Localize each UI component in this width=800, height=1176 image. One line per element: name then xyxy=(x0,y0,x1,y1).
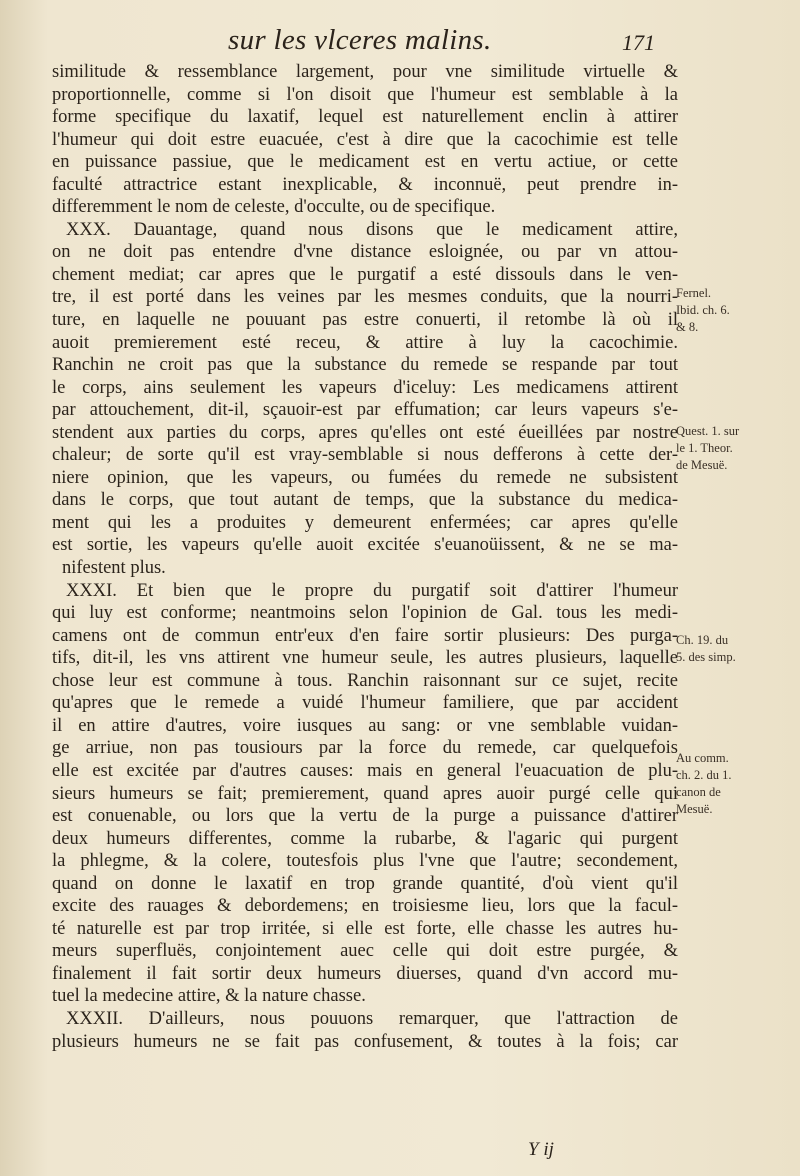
text-line: l'humeur qui doit estre euacuée, c'est à dire que la cacochimie est telle xyxy=(52,129,678,150)
text-line: finalement il fait sortir deux humeurs diuerses, quand d'vn accord mu- xyxy=(52,963,678,984)
text-line: la phlegme, & la colere, toutesfois plus l'vne que l'autre; secondement, xyxy=(52,851,678,872)
text-line: qu'apres que le remede a vuidé l'humeur familiere, que par accident xyxy=(52,693,678,714)
text-line: meurs superfluës, conjointement auec celle qui doit estre purgée, & xyxy=(52,941,678,962)
text-line: chose leur est commune à tous. Ranchin raisonnant sur ce sujet, recite xyxy=(52,670,678,691)
text-line: le corps, ains seulement les vapeurs d'iceluy: Les medicamens attirent xyxy=(52,377,678,398)
text-line: tifs, dit-il, les vns attirent vne humeur seule, les autres plusieurs, laquelle xyxy=(52,648,678,669)
text-line: ture, en laquelle ne pouuant pas estre conuerti, il retombe là où il xyxy=(52,310,678,331)
margin-note-comm: Au comm. ch. 2. du 1. canon de Mesuë. xyxy=(676,751,732,816)
running-title: sur les vlceres malins. xyxy=(228,24,492,56)
margin-note-fernel: Fernel. Ibid. ch. 6. & 8. xyxy=(676,286,730,334)
text-line: on ne doit pas entendre d'vne distance esloignée, ou par vn attou- xyxy=(52,242,678,263)
margin-note-quest: Quest. 1. sur le 1. Theor. de Mesuë. xyxy=(676,424,740,472)
text-line: qui luy est conforme; neantmoins selon l'opinion de Gal. tous les medi- xyxy=(52,603,678,624)
text-line: tuel la medecine attire, & la nature chasse. xyxy=(52,986,366,1007)
text-line: deux humeurs differentes, comme la rubarbe, & l'agaric qui purgent xyxy=(52,828,678,849)
text-line: differemment le nom de celeste, d'occulte, ou de specifique. xyxy=(52,197,496,218)
text-line: est conuenable, ou lors que la vertu de la purge a puissance d'attirer xyxy=(52,806,678,827)
text-line: tre, il est porté dans les veines par les mesmes conduits, que la nourri- xyxy=(52,287,678,308)
text-line: il en attire d'autres, voire iusques au sang: or vne semblable vuidan- xyxy=(52,715,678,736)
text-line: nifestent plus. xyxy=(62,558,166,579)
text-line: niere opinion, que les vapeurs, ou fumées du remede ne subsistent xyxy=(52,467,678,488)
text-line: ment qui les a produites y demeurent enfermées; car apres qu'elle xyxy=(52,512,678,533)
page-header xyxy=(0,18,800,58)
text-line: en puissance passiue, que le medicament est en vertu actiue, or cette xyxy=(52,152,678,173)
text-line: quand on donne le laxatif en trop grande quantité, d'où vient qu'il xyxy=(52,873,678,894)
body-text xyxy=(52,61,678,1053)
paragraph-start-line: XXXI. Et bien que le propre du purgatif soit d'attirer l'humeur xyxy=(66,580,678,601)
text-line: sieurs humeurs se fait; premierement, quand apres auoir purgé celle qui xyxy=(52,783,678,804)
text-line: proportionnelle, comme si l'on disoit que l'humeur est semblable à la xyxy=(52,84,678,105)
page-number: 171 xyxy=(622,30,655,55)
text-line: faculté attractrice estant inexplicable, & inconnuë, peut prendre in- xyxy=(52,174,678,195)
text-line: elle est excitée par d'autres causes: mais en general l'euacuation de plu- xyxy=(52,760,678,781)
text-line: Ranchin ne croit pas que la substance du remede se respande par tout xyxy=(52,355,678,376)
text-line: stendent aux parties du corps, apres qu'elles ont esté éueillées par nostre xyxy=(52,422,678,443)
text-line: ge arriue, non pas tousiours par la force du remede, car quelquefois xyxy=(52,738,678,759)
text-line: excite des rauages & debordemens; en troisiesme lieu, lors que la facul- xyxy=(52,896,678,917)
text-line: plusieurs humeurs ne se fait pas confusement, & toutes à la fois; car xyxy=(52,1031,678,1052)
margin-note-chapter: Ch. 19. du 5. des simp. xyxy=(676,633,736,664)
text-line: forme specifique du laxatif, lequel est naturellement enclin à attirer xyxy=(52,107,678,128)
text-line: té naturelle est par trop irritée, si elle est forte, elle chasse les autres hu- xyxy=(52,918,678,939)
paragraph-start-line: XXXII. D'ailleurs, nous pouuons remarquer, que l'attraction de xyxy=(66,1008,678,1029)
text-line: similitude & ressemblance largement, pour vne similitude virtuelle & xyxy=(52,62,678,82)
text-line: chement mediat; car apres que le purgatif a esté dissouls dans le ven- xyxy=(52,264,678,285)
text-line: est sortie, les vapeurs qu'elle auoit excitée s'euanoüissent, & ne se ma- xyxy=(52,535,678,556)
signature-mark: Y ij xyxy=(528,1139,554,1160)
text-line: chaleur; de sorte qu'il est vray-semblable si nous defferons à cette der- xyxy=(52,445,678,466)
paragraph-start-line: XXX. Dauantage, quand nous disons que le medicament attire, xyxy=(66,219,678,240)
text-line: camens ont de commun entr'eux d'en faire sortir plusieurs: Des purga- xyxy=(52,625,678,646)
text-line: auoit premierement esté receu, & attire à luy la cacochimie. xyxy=(52,332,678,353)
text-line: par attouchement, dit-il, sçauoir-est par effumation; car leurs vapeurs s'e- xyxy=(52,400,678,421)
text-line: dans le corps, que tout autant de temps, que la substance du medica- xyxy=(52,490,678,511)
